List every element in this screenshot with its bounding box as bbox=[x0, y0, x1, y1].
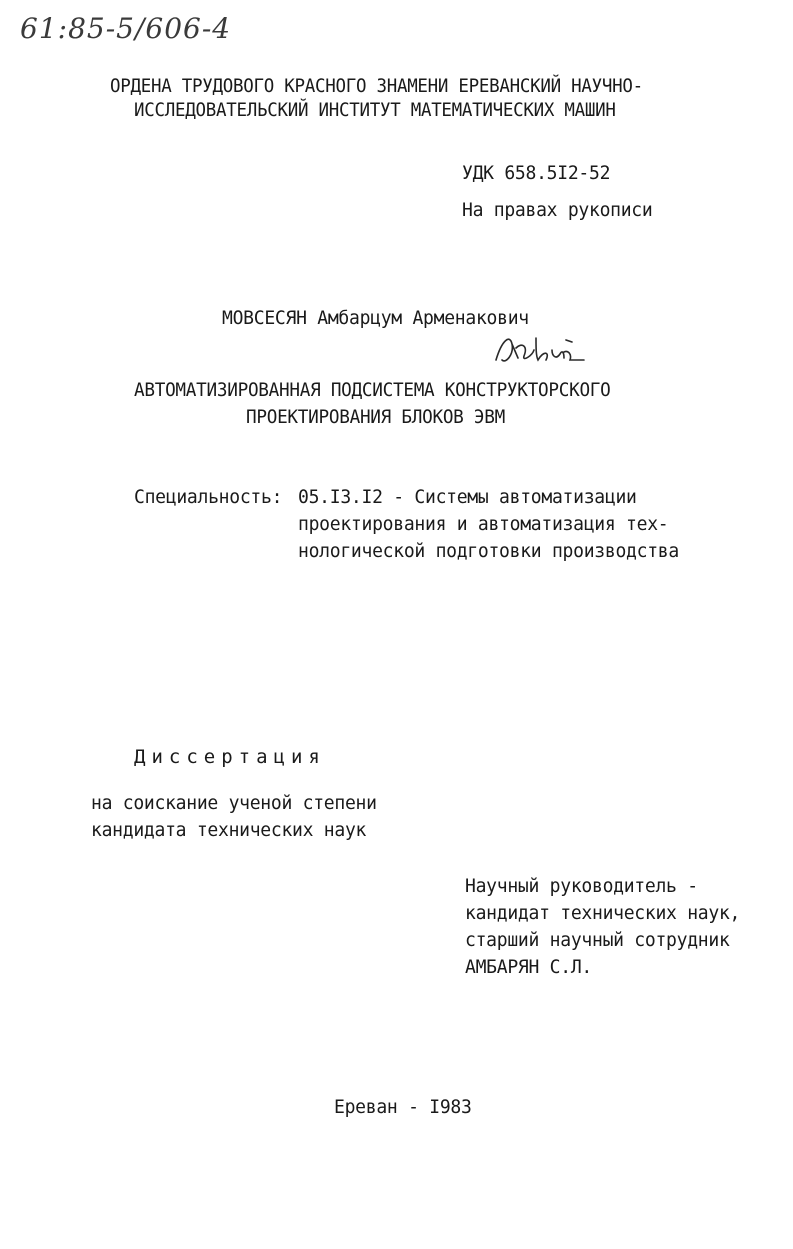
supervisor-line-2: кандидат технических наук, bbox=[465, 902, 741, 924]
title-line-1: АВТОМАТИЗИРОВАННАЯ ПОДСИСТЕМА КОНСТРУКТОРСКОГО bbox=[134, 379, 611, 401]
supervisor-line-3: старший научный сотрудник bbox=[465, 929, 730, 951]
institution-line-1: ОРДЕНА ТРУДОВОГО КРАСНОГО ЗНАМЕНИ ЕРЕВАНСКИЙ НАУЧНО- bbox=[110, 75, 643, 97]
specialty-label: Специальность: bbox=[134, 486, 283, 508]
author-signature bbox=[492, 330, 588, 370]
manuscript-rights: На правах рукописи bbox=[462, 199, 653, 221]
place-year: Ереван - I983 bbox=[334, 1096, 472, 1118]
degree-line-1: на соискание ученой степени bbox=[91, 792, 377, 814]
institution-line-2: ИССЛЕДОВАТЕЛЬСКИЙ ИНСТИТУТ МАТЕМАТИЧЕСКИХ МАШИН bbox=[134, 99, 616, 121]
degree-line-2: кандидата технических наук bbox=[91, 819, 367, 841]
udc-code: УДК 658.5I2-52 bbox=[462, 162, 611, 184]
specialty-line-1: 05.I3.I2 - Системы автоматизации bbox=[298, 486, 637, 508]
author-name: МОВСЕСЯН Амбарцум Арменакович bbox=[222, 307, 529, 329]
specialty-line-2: проектирования и автоматизация тех- bbox=[298, 513, 669, 535]
supervisor-line-1: Научный руководитель - bbox=[465, 875, 698, 897]
archive-note: 61:85-5/606-4 bbox=[20, 12, 232, 45]
supervisor-line-4: АМБАРЯН С.Л. bbox=[465, 956, 592, 978]
specialty-line-3: нологической подготовки производства bbox=[298, 540, 679, 562]
title-line-2: ПРОЕКТИРОВАНИЯ БЛОКОВ ЭВМ bbox=[246, 406, 505, 428]
document-type: Диссертация bbox=[134, 746, 326, 768]
